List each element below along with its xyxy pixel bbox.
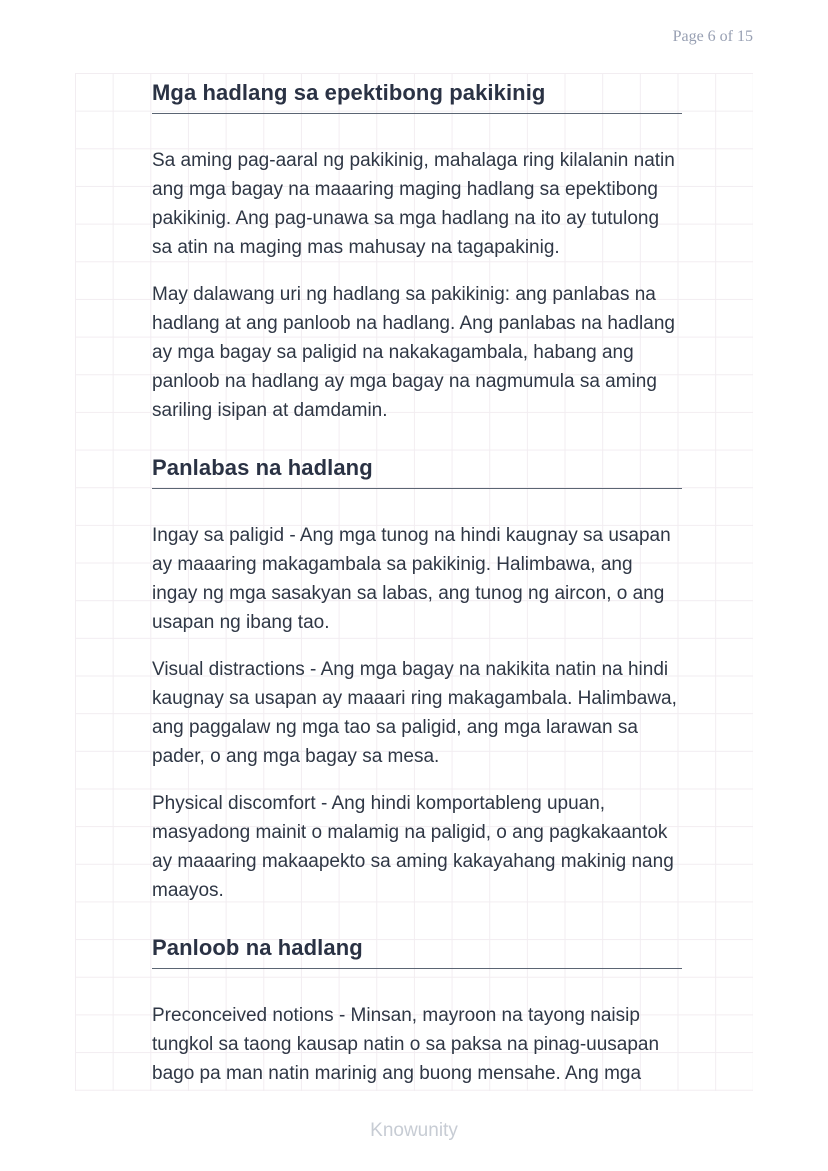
notes-sheet [75,73,753,1091]
section-heading: Mga hadlang sa epektibong pakikinig [152,80,546,105]
paragraph: Physical discomfort - Ang hindi komportableng upuan, masyadong mainit o malamig na paligid, o ang pagkakaantok ay maaaring makaapekto sa aming kakayahang makinig nang maayos. [152,793,674,901]
section-external-barriers [152,453,682,905]
page-indicator: Page 6 of 15 [672,28,753,45]
paragraph: Sa aming pag-aaral ng pakikinig, mahalaga ring kilalanin natin ang mga bagay na maaaring maging hadlang sa epektibong pakikinig. Ang pag-unawa sa mga hadlang na ito ay tutulong sa atin na maging mas mahusay na tagapakinig. [152,150,675,258]
paragraph: May dalawang uri ng hadlang sa pakikinig: ang panlabas na hadlang at ang panloob na hadlang. Ang panlabas na hadlang ay mga bagay sa paligid na nakakagambala, habang ang panloob na hadlang ay mga bagay na nagmumula sa aming sariling isipan at damdamin. [152,284,675,421]
paragraph: Ingay sa paligid - Ang mga tunog na hindi kaugnay sa usapan ay maaaring makagambala sa pakikinig. Halimbawa, ang ingay ng mga sasakyan sa labas, ang tunog ng aircon, o ang usapan ng ibang tao. [152,525,671,633]
heading-rule [152,488,682,489]
paragraph: Visual distractions - Ang mga bagay na nakikita natin na hindi kaugnay sa usapan ay maaari ring makagambala. Halimbawa, ang paggalaw ng mga tao sa paligid, ang mga larawan sa pader, o ang mga bagay sa mesa. [152,659,677,767]
heading-rule [152,113,682,114]
section-barriers-overview [152,78,682,425]
section-heading: Panloob na hadlang [152,935,363,960]
section-heading: Panlabas na hadlang [152,455,373,480]
section-internal-barriers [152,933,682,1088]
heading-rule [152,968,682,969]
paragraph: Preconceived notions - Minsan, mayroon na tayong naisip tungkol sa taong kausap natin o sa paksa na pinag-uusapan bago pa man natin marinig ang buong mensahe. Ang mga [152,1005,660,1084]
footer-brand: Knowunity [370,1120,458,1141]
